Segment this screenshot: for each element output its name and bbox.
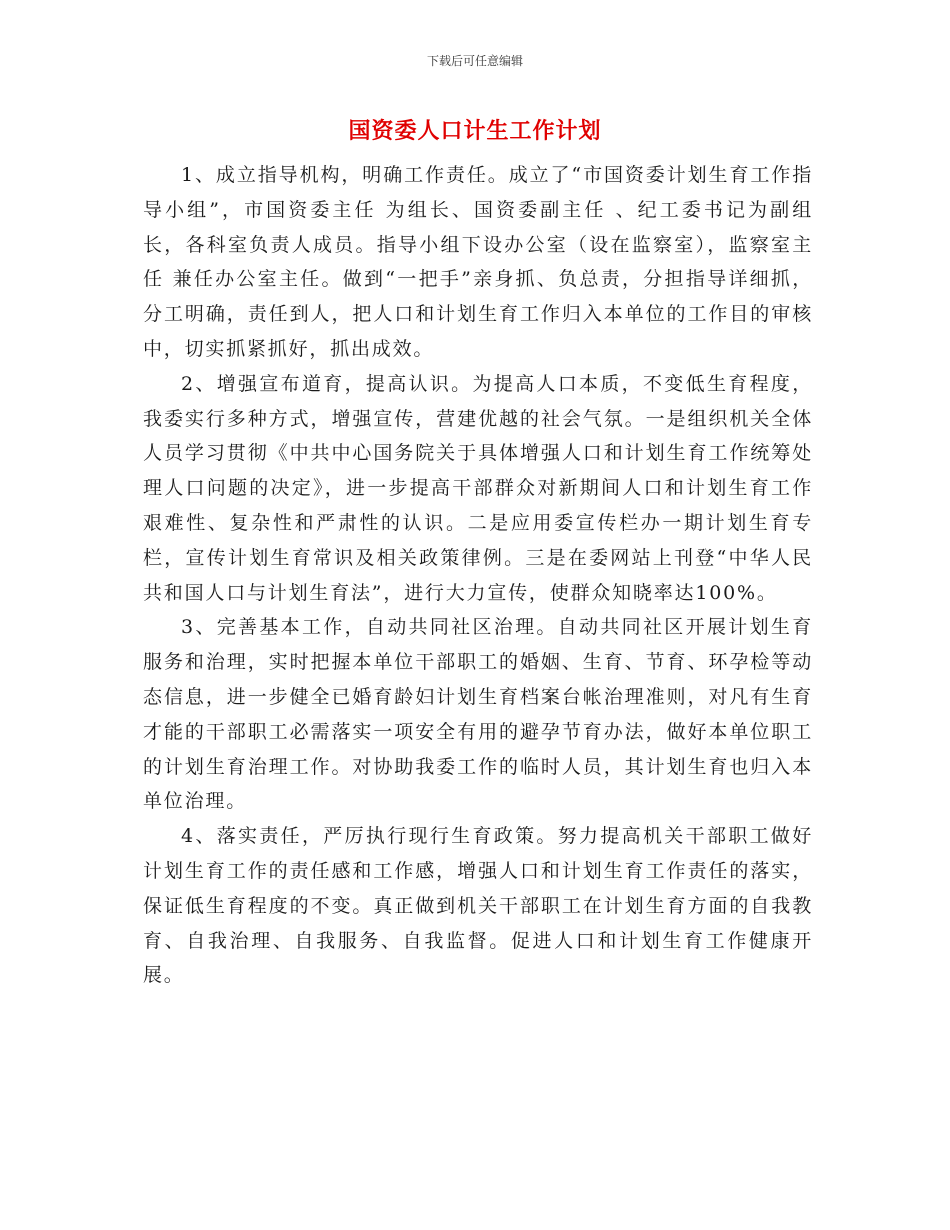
header-note: 下载后可任意编辑 bbox=[426, 54, 523, 68]
document-body bbox=[143, 158, 813, 993]
document-title: 国资委人口计生工作计划 bbox=[348, 119, 602, 144]
paragraph-1: 1、成立指导机构，明确工作责任。成立了“市国资委计划生育工作指导小组”，市国资委主任 为组长、国资委副主任 、纪工委书记为副组长，各科室负责人成员。指导小组下设办公室（设在监察室），监察室主任 兼任办公室主任。做到“一把手”亲身抓、负总责，分担指导详细抓，分工明确，责任到人，把人口和计划生育工作归入本单位的工作目的审核中，切实抓紧抓好，抓出成效。 bbox=[143, 164, 813, 360]
paragraph-4: 4、落实责任，严厉执行现行生育政策。努力提高机关干部职工做好计划生育工作的责任感和工作感，增强人口和计划生育工作责任的落实，保证低生育程度的不变。真正做到机关干部职工在计划生育方面的自我教育、自我治理、自我服务、自我监督。促进人口和计划生育工作健康开展。 bbox=[143, 825, 813, 987]
paragraph-2: 2、增强宣布道育，提高认识。为提高人口本质，不变低生育程度，我委实行多种方式，增强宣传，营建优越的社会气氛。一是组织机关全体人员学习贯彻《中共中心国务院关于具体增强人口和计划生育工作统筹处理人口问题的决定》，进一步提高干部群众对新期间人口和计划生育工作艰难性、复杂性和严肃性的认识。二是应用委宣传栏办一期计划生育专栏，宣传计划生育常识及相关政策律例。三是在委网站上刊登“中华人民共和国人口与计划生育法”，进行大力宣传，使群众知晓率达100%。 bbox=[143, 372, 813, 604]
paragraph-3: 3、完善基本工作，自动共同社区治理。自动共同社区开展计划生育服务和治理，实时把握本单位干部职工的婚姻、生育、节育、环孕检等动态信息，进一步健全已婚育龄妇计划生育档案台帐治理准则，对凡有生育才能的干部职工必需落实一项安全有用的避孕节育办法，做好本单位职工的计划生育治理工作。对协助我委工作的临时人员，其计划生育也归入本单位治理。 bbox=[143, 616, 813, 813]
